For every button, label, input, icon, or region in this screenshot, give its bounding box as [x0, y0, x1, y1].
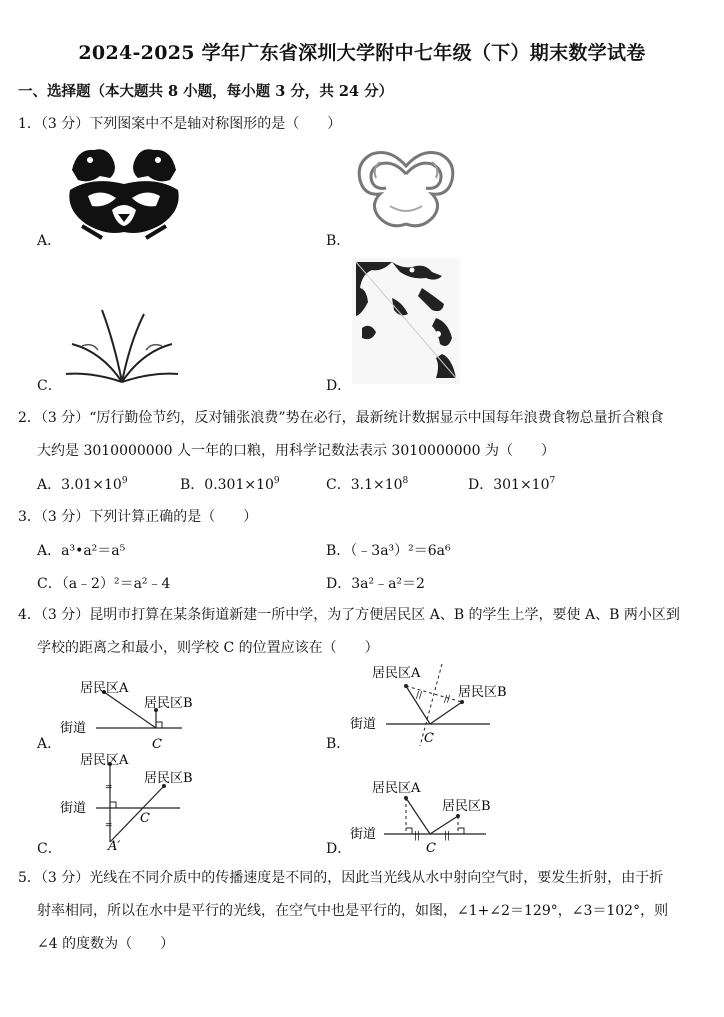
q1-figure-a-tiger-pattern [62, 140, 186, 240]
q4a-label-res-a: 居民区A [80, 681, 129, 696]
q4b-label-res-b: 居民区B [458, 685, 507, 700]
q2-option-d-exponent: 7 [549, 476, 556, 486]
page-title: 2024-2025 学年广东省深圳大学附中七年级（下）期末数学试卷 [78, 42, 646, 64]
q1-option-a-label: A． [37, 233, 62, 249]
q4-figure-b [350, 660, 520, 752]
svg-text:=: = [105, 783, 113, 793]
svg-text:=: = [105, 821, 113, 831]
question-4-line-1: 4．（3 分）昆明市打算在某条街道新建一所中学，为了方便居民区 A、B 的学生上学，要使 A、B 两小区到 [18, 607, 680, 623]
question-5-line-1: 5．（3 分）光线在不同介质中的传播速度是不同的，因此当光线从水中射向空气时，要发生折射，由于折 [18, 870, 664, 886]
q4d-label-res-a: 居民区A [372, 781, 421, 796]
question-2-line-1: 2．（3 分）“厉行勤俭节约，反对铺张浪费”势在必行，最新统计数据显示中国每年浪费食物总量折合粮食 [18, 410, 664, 426]
q4b-label-c: C [424, 731, 434, 746]
q4-figure-a [60, 670, 200, 752]
q4-option-d-label: D． [326, 841, 352, 857]
q1-figure-c-leaf-pattern [62, 302, 182, 386]
q4c-label-res-b: 居民区B [144, 771, 193, 786]
q4-option-a-label: A． [37, 736, 62, 752]
svg-text://: // [444, 695, 451, 705]
q2-option-c-base: C．3.1×10 [326, 477, 403, 493]
q4-figure-c [60, 750, 200, 852]
question-5-line-3: ∠4 的度数为（ ） [37, 936, 175, 952]
q1-option-b-label: B． [326, 233, 351, 249]
svg-text:||: || [444, 831, 451, 841]
q2-option-b [180, 474, 280, 494]
svg-text://: // [416, 691, 423, 701]
q4-option-c-label: C． [37, 841, 62, 857]
q4c-label-street: 街道 [60, 801, 87, 816]
q3-option-d: D．3a²﹣a²＝2 [326, 576, 425, 592]
q4-option-b-label: B． [326, 736, 351, 752]
q3-option-b: B．（﹣3a³）²＝6a⁶ [326, 543, 451, 559]
q2-option-b-exponent: 9 [273, 476, 280, 486]
q2-option-c-exponent: 8 [402, 476, 409, 486]
question-5-line-2: 射率相同，所以在水中是平行的光线，在空气中也是平行的，如图，∠1+∠2＝129°，∠3＝102°，则 [37, 903, 669, 919]
q4c-label-c: C [140, 811, 150, 826]
question-2-line-2: 大约是 3010000000 人一年的口粮，用科学记数法表示 3010000000 为（ ） [37, 443, 555, 459]
q2-option-d [468, 474, 555, 494]
q4d-label-c: C [426, 841, 436, 856]
q2-option-a-base: A．3.01×10 [37, 477, 122, 493]
svg-text:||: || [414, 831, 421, 841]
q4b-label-res-a: 居民区A [372, 666, 421, 681]
q1-figure-b-cloud-pattern [350, 146, 462, 238]
q2-option-c [326, 474, 408, 494]
question-3-text: 3．（3 分）下列计算正确的是（ ） [18, 509, 258, 525]
q1-figure-d-corner-ornament [352, 258, 460, 384]
q3-option-a: A．a³•a²＝a⁵ [37, 543, 126, 559]
question-4-line-2: 学校的距离之和最小，则学校 C 的位置应该在（ ） [37, 640, 379, 656]
q4c-label-a-prime: A′ [108, 839, 121, 852]
question-1-text: 1．（3 分）下列图案中不是轴对称图形的是（ ） [18, 116, 342, 132]
q4a-label-c: C [152, 737, 162, 752]
q4-figure-d [350, 772, 500, 856]
q3-option-c: C．（a﹣2）²＝a²﹣4 [37, 576, 171, 592]
q4a-label-res-b: 居民区B [144, 696, 193, 711]
q1-option-d-label: D． [326, 378, 352, 394]
q1-option-c-label: C． [37, 378, 62, 394]
q4b-label-street: 街道 [350, 717, 377, 732]
q2-option-b-base: B．0.301×10 [180, 477, 274, 493]
section-heading: 一、选择题（本大题共 8 小题，每小题 3 分，共 24 分） [18, 83, 394, 100]
q2-option-d-base: D．301×10 [468, 477, 550, 493]
q4c-label-res-a: 居民区A [80, 753, 129, 768]
q4a-label-street: 街道 [60, 721, 87, 736]
q4d-label-street: 街道 [350, 827, 377, 842]
q2-option-a-exponent: 9 [121, 476, 128, 486]
q2-option-a [37, 474, 128, 494]
q4d-label-res-b: 居民区B [442, 799, 491, 814]
